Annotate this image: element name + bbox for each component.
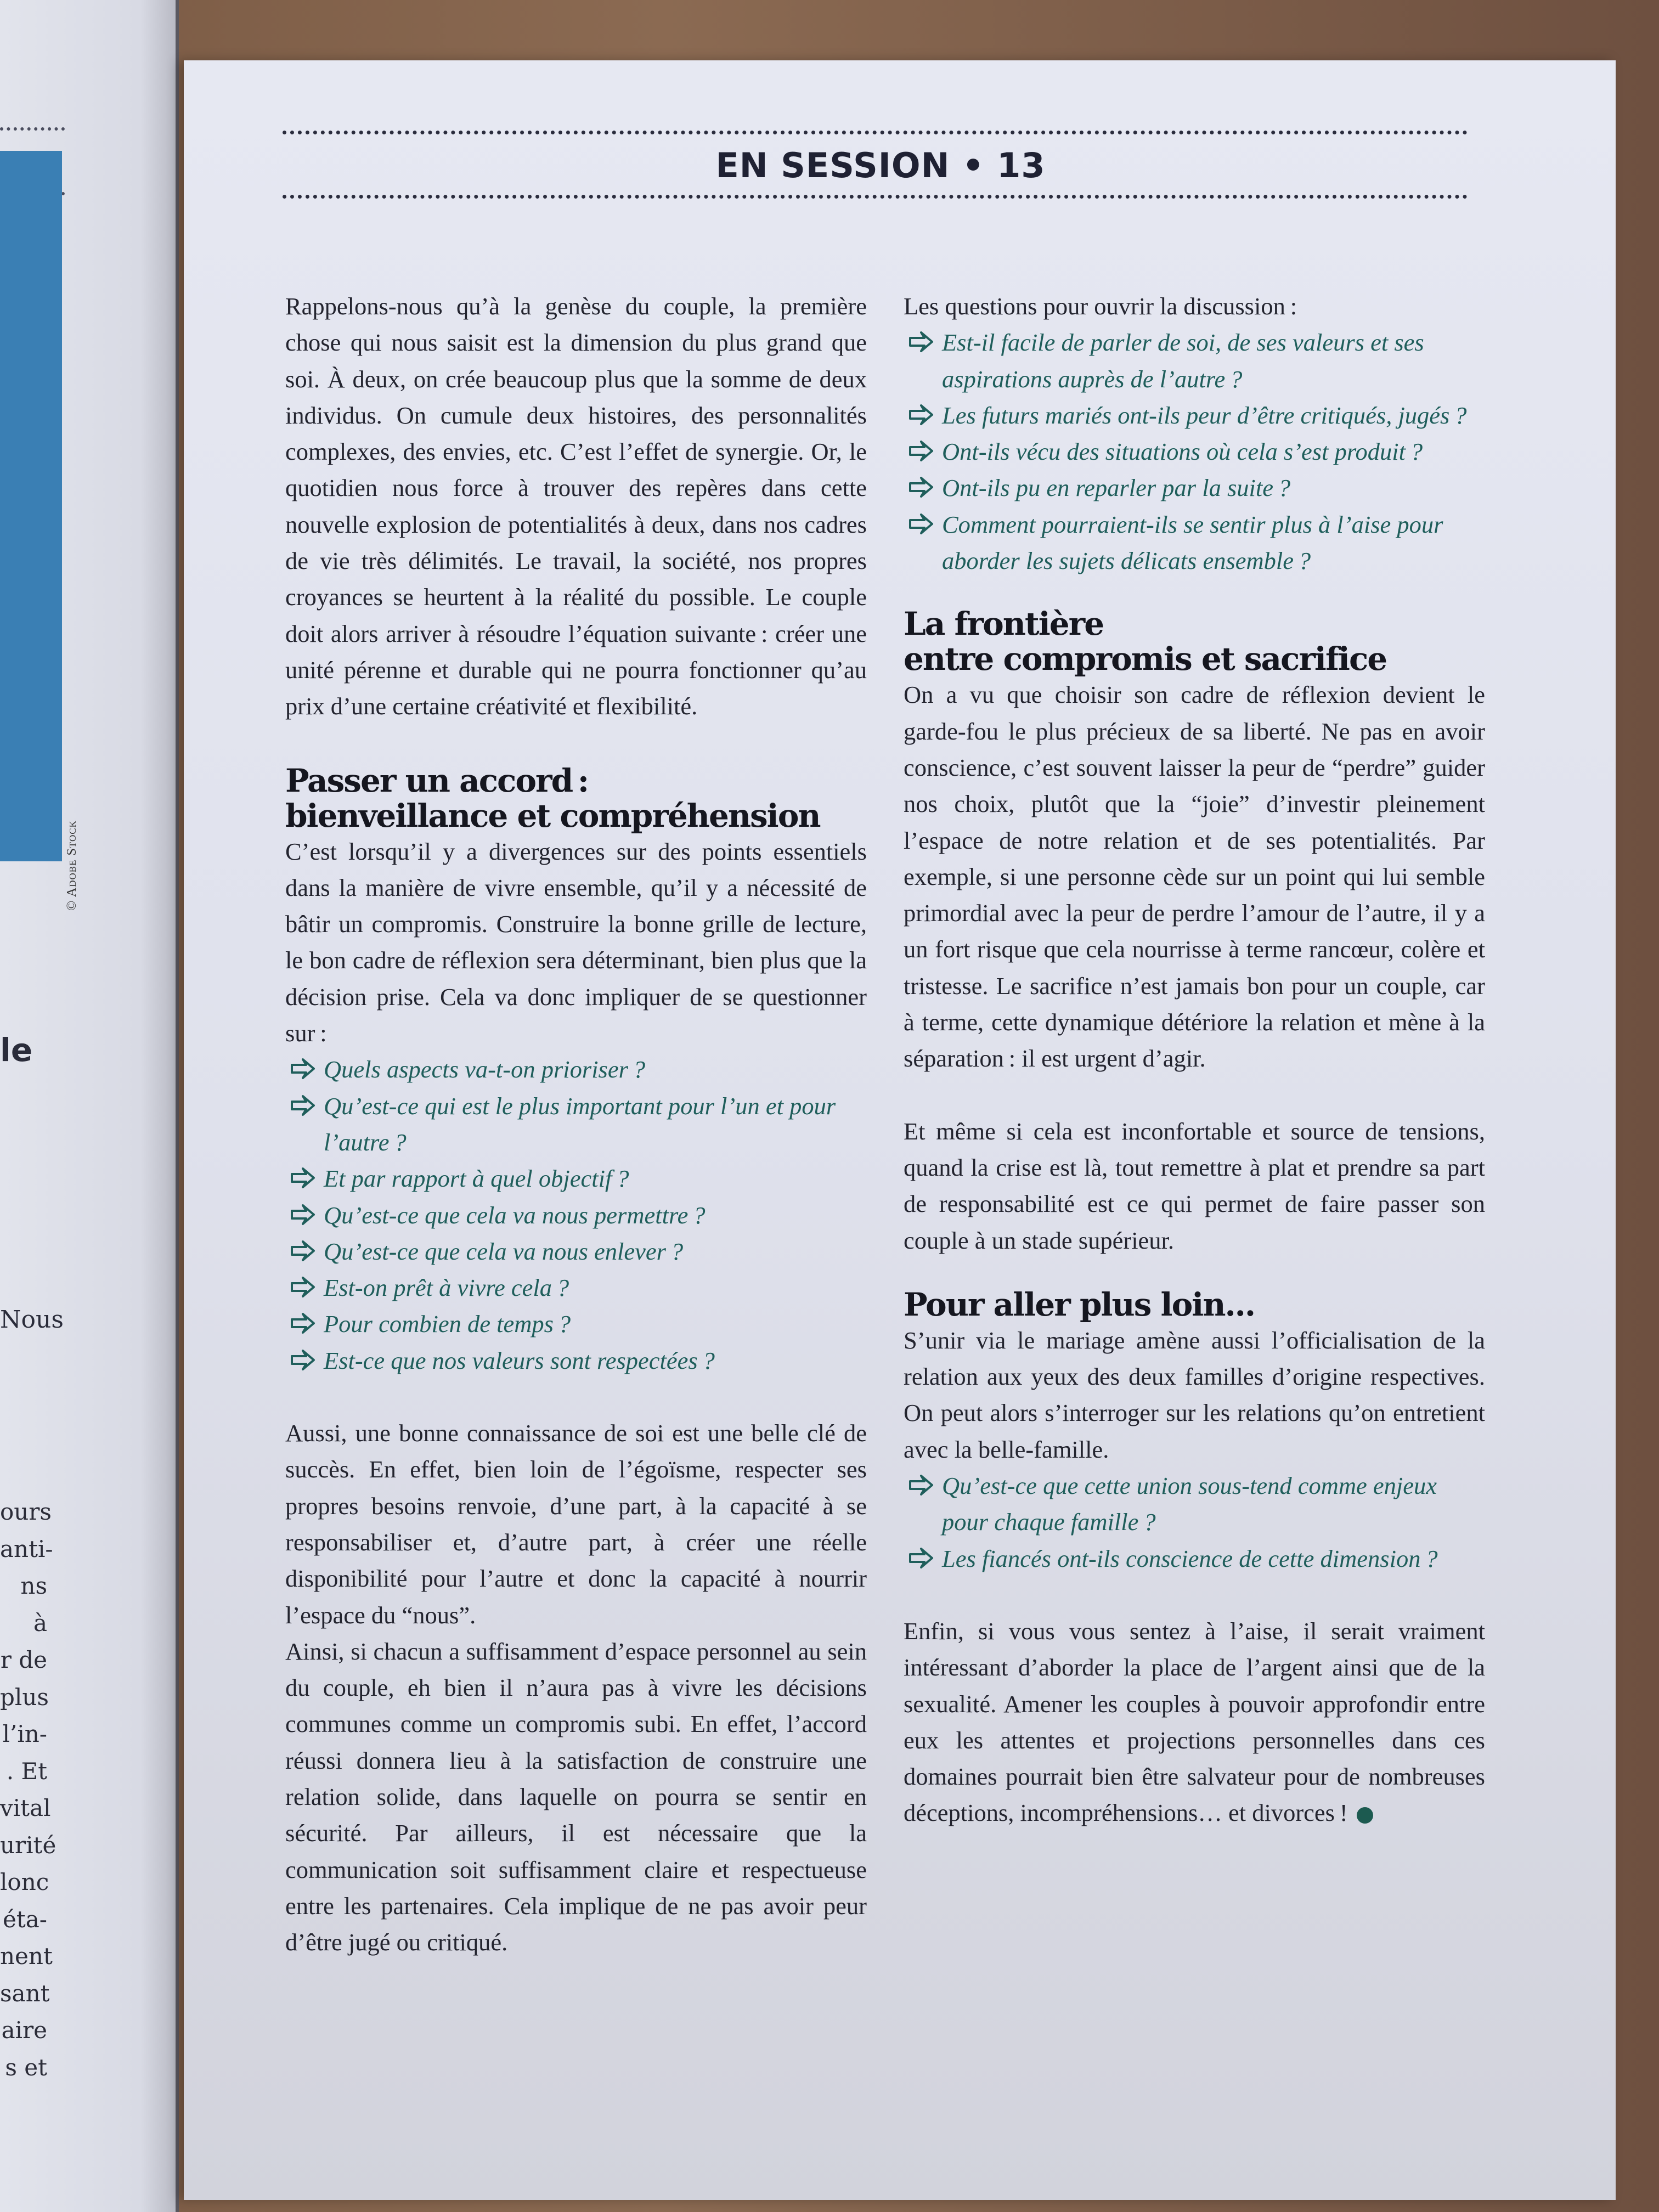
question-text: Les futurs mariés ont-ils peur d’être critiqués, jugés ?: [942, 401, 1467, 429]
heading-line: Passer un accord :: [285, 761, 589, 799]
questions-intro: Les questions pour ouvrir la discussion :: [904, 292, 1297, 320]
section-heading-accord: [285, 763, 867, 833]
double-arrow-icon: [290, 1310, 320, 1336]
text-fragment: ours: [0, 1498, 52, 1525]
question-item: [904, 1541, 1485, 1577]
question-item: [904, 433, 1485, 470]
question-text: Ont-ils vécu des situations où cela s’est produit ?: [942, 438, 1423, 466]
body-paragraph: S’unir via le mariage amène aussi l’officialisation de la relation aux yeux des deux familles d’origine respectives. On peut alors s’interroger sur les relations qu’on entretient avec la belle-famille.: [904, 1326, 1485, 1463]
question-list: [904, 324, 1485, 579]
double-arrow-icon: [908, 1545, 939, 1571]
double-arrow-icon: [908, 511, 939, 537]
question-text: Qu’est-ce que cela va nous permettre ?: [324, 1201, 706, 1229]
double-arrow-icon: [290, 1201, 320, 1228]
question-text: Est-il facile de parler de soi, de ses valeurs et ses aspirations auprès de l’autre ?: [942, 329, 1424, 393]
question-text: Est-ce que nos valeurs sont respectées ?: [324, 1346, 715, 1374]
double-arrow-icon: [290, 1274, 320, 1300]
body-paragraph: Ainsi, si chacun a suffisamment d’espace personnel au sein du couple, eh bien il n’aura pas à vivre les décisions communes comme un compromis subi. En effet, l’accord réussi donnera lieu à la satisfaction de construire une relation solide, dans laquelle on pourra se sentir en sécurité. Par ailleurs, il est nécessaire que la communication soit suffisamment claire et respectueuse entre les partenaires. Cela implique de ne pas avoir peur d’être jugé ou critiqué.: [285, 1637, 867, 1956]
heading-line: entre compromis et sacrifice: [904, 640, 1387, 678]
body-paragraph: On a vu que choisir son cadre de réflexion devient le garde-fou le plus précieux de sa liberté. Ne pas en avoir conscience, c’est souvent laisser la peur de “perdre” guider nos choix, plutôt que la “joie” d’investir pleinement l’espace de notre relation et de ses potentialités. Par exemple, si une personne cède sur un point qui lui semble primordial avec la peur de perdre l’amour de l’autre, il y a un fort risque que cela nourrisse à terme rancœur, colère et tristesse. Le sacrifice n’est jamais bon pour un couple, car à terme, cette dynamique détériore la relation et mène à la séparation : il est urgent d’agir.: [904, 681, 1485, 1073]
question-text: Est-on prêt à vivre cela ?: [324, 1274, 569, 1302]
double-arrow-icon: [290, 1165, 320, 1191]
text-fragment: nent: [0, 1943, 53, 1970]
column-left: [285, 288, 867, 1960]
question-list: [285, 1051, 867, 1379]
text-fragment-nous: Nous: [0, 1306, 64, 1334]
double-arrow-icon: [290, 1092, 320, 1119]
intro-paragraph: Rappelons-nous qu’à la genèse du couple, la première chose qui nous saisit est la dimension du plus grand que soi. À deux, on crée beaucoup plus que la somme de deux individus. On cumule deux histoires, des personnalités complexes, des envies, etc. C’est l’effet de synergie. Or, le quotidien nous force à trouver des repères dans cette nouvelle explosion de potentialités à deux, dans nos cadres de vie très délimités. Le travail, la société, nos propres croyances se heurtent à la réalité du possible. Le couple doit alors arriver à résoudre l’équation suivante : créer une unité pérenne et durable qui ne pourra fonctionner qu’au prix d’une certaine créativité et flexibilité.: [285, 292, 867, 720]
question-text: Ont-ils pu en reparler par la suite ?: [942, 474, 1291, 502]
body-paragraph: C’est lorsqu’il y a divergences sur des points essentiels dans la manière de vivre ensemble, qu’il y a nécessité de bâtir un compromis. Construire la bonne grille de lecture, le bon cadre de réflexion sera déterminant, bien plus que la décision prise. Cela va donc impliquer de se questionner sur :: [285, 837, 867, 1047]
text-fragment: urité: [0, 1831, 57, 1859]
section-heading-frontiere: [904, 606, 1485, 676]
text-fragment: lonc: [0, 1869, 49, 1895]
question-item: [904, 470, 1485, 506]
question-item: [904, 1468, 1485, 1541]
header-rule-top: [283, 131, 1468, 134]
text-fragment: l’in-: [2, 1720, 47, 1747]
question-text: Qu’est-ce que cette union sous-tend comme enjeux pour chaque famille ?: [942, 1472, 1437, 1536]
question-text: Quels aspects va-t-on prioriser ?: [324, 1056, 646, 1084]
text-fragment: ns à: [20, 1572, 47, 1637]
closing-paragraph: [904, 1613, 1485, 1831]
text-fragment: r de: [0, 1646, 47, 1673]
text-fragment: sant: [0, 1979, 50, 2007]
magazine-page: [184, 60, 1616, 2200]
question-item: [285, 1233, 867, 1269]
header-rule-bottom: [283, 195, 1468, 199]
body-paragraph: Aussi, une bonne connaissance de soi est une belle clé de succès. En effet, bien loin de l’égoïsme, respecter ses propres besoins renvoie, d’une part, à la capacité à se responsabiliser et, d’autre part, à créer une réelle disponibilité pour l’autre et donc la capacité à nourrir l’espace du “nous”.: [285, 1419, 867, 1629]
text-fragment: éta-: [3, 1905, 47, 1933]
question-item: [285, 1306, 867, 1342]
question-item: [285, 1342, 867, 1379]
question-text: Et par rapport à quel objectif ?: [324, 1165, 629, 1193]
text-fragment: s et: [5, 2053, 47, 2081]
header-rule-top: [0, 127, 65, 131]
question-list: [904, 1468, 1485, 1577]
question-item: [285, 1088, 867, 1161]
double-arrow-icon: [908, 402, 939, 428]
double-arrow-icon: [908, 1472, 939, 1498]
text-fragments: [0, 1493, 57, 2086]
photo-image: [0, 151, 62, 861]
question-item: [285, 1160, 867, 1197]
question-text: Comment pourraient-ils se sentir plus à l’aise pour aborder les sujets délicats ensemble ?: [942, 510, 1443, 575]
text-fragment: vital: [0, 1795, 51, 1821]
column-right: [904, 288, 1485, 1831]
section-heading-plus-loin: Pour aller plus loin...: [904, 1285, 1255, 1323]
double-arrow-icon: [908, 438, 939, 464]
section-header: EN SESSION • 13: [715, 145, 1046, 185]
double-arrow-icon: [290, 1347, 320, 1373]
body-paragraph: Et même si cela est inconfortable et source de tensions, quand la crise est là, tout remettre à plat et prendre sa part de responsabilité est ce qui permet de faire passer son couple à un stade supérieur.: [904, 1117, 1485, 1254]
double-arrow-icon: [908, 474, 939, 500]
question-item: [285, 1197, 867, 1233]
photo-credit: © Adobe Stock: [65, 820, 79, 911]
question-text: Pour combien de temps ?: [324, 1310, 571, 1338]
question-text: Les fiancés ont-ils conscience de cette dimension ?: [942, 1544, 1438, 1572]
heading-fragment: le: [0, 1031, 33, 1069]
closing-text: Enfin, si vous vous sentez à l’aise, il serait vraiment intéressant d’aborder la place de l’argent ainsi que de la sexualité. Amener les couples à pouvoir approfondir entre eux les attentes et projections personnelles dans ces domaines pourrait bien être salvateur pour de nombreuses déceptions, incompréhensions… et divorces !: [904, 1617, 1485, 1827]
question-item: [904, 506, 1485, 579]
double-arrow-icon: [290, 1238, 320, 1264]
previous-page-fragment: [0, 0, 179, 2212]
double-arrow-icon: [908, 329, 939, 355]
end-of-article-dot-icon: [1357, 1807, 1373, 1824]
text-fragment: plus: [0, 1683, 49, 1711]
question-item: [904, 324, 1485, 397]
text-fragment: . Et: [6, 1757, 47, 1785]
heading-line: bienveillance et compréhension: [285, 797, 820, 834]
text-fragment: anti-: [0, 1535, 53, 1562]
question-item: [904, 397, 1485, 433]
text-fragment: aire: [1, 2017, 47, 2044]
question-text: Qu’est-ce qui est le plus important pour l’un et pour l’autre ?: [324, 1092, 836, 1156]
question-text: Qu’est-ce que cela va nous enlever ?: [324, 1237, 684, 1265]
question-item: [285, 1269, 867, 1306]
heading-line: La frontière: [904, 605, 1104, 643]
question-item: [285, 1051, 867, 1087]
double-arrow-icon: [290, 1056, 320, 1082]
